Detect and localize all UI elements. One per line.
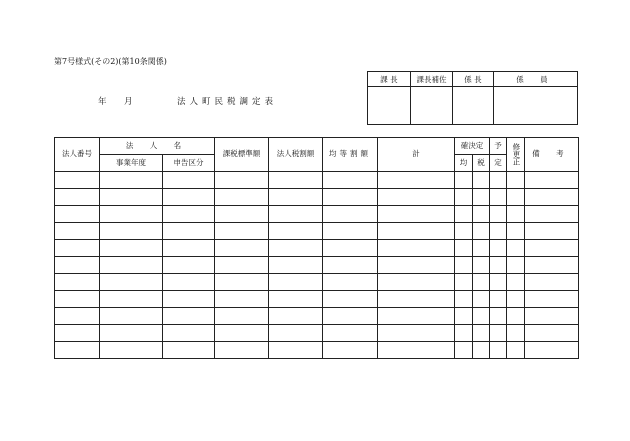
table-cell[interactable] xyxy=(490,172,507,189)
table-cell[interactable] xyxy=(490,189,507,206)
table-cell[interactable] xyxy=(473,240,490,257)
table-cell[interactable] xyxy=(163,223,215,240)
table-cell[interactable] xyxy=(215,223,269,240)
table-cell[interactable] xyxy=(378,206,455,223)
header-correction: 修更正 xyxy=(507,138,525,172)
table-cell[interactable] xyxy=(163,291,215,308)
table-cell[interactable] xyxy=(100,291,163,308)
table-cell[interactable] xyxy=(490,257,507,274)
table-cell[interactable] xyxy=(55,291,100,308)
table-cell[interactable] xyxy=(473,308,490,325)
table-cell[interactable] xyxy=(163,240,215,257)
table-row xyxy=(55,223,579,240)
table-cell[interactable] xyxy=(455,308,473,325)
table-cell[interactable] xyxy=(100,189,163,206)
table-cell[interactable] xyxy=(525,257,579,274)
approval-header-subsection-chief: 係 長 xyxy=(453,72,494,87)
approval-stamp-cell[interactable] xyxy=(494,87,578,125)
table-cell[interactable] xyxy=(455,325,473,342)
table-cell[interactable] xyxy=(323,291,378,308)
table-cell[interactable] xyxy=(269,206,323,223)
table-cell[interactable] xyxy=(55,172,100,189)
table-cell[interactable] xyxy=(100,172,163,189)
header-corp-name: 法 人 名 xyxy=(100,138,215,155)
table-cell[interactable] xyxy=(323,342,378,359)
table-cell[interactable] xyxy=(473,325,490,342)
table-cell[interactable] xyxy=(378,342,455,359)
table-cell[interactable] xyxy=(215,291,269,308)
table-cell[interactable] xyxy=(323,240,378,257)
header-estimate-top: 予 xyxy=(490,138,507,155)
table-cell[interactable] xyxy=(100,325,163,342)
document-title: 法人町民税調定表 xyxy=(177,97,278,107)
table-cell[interactable] xyxy=(163,325,215,342)
table-cell[interactable] xyxy=(55,206,100,223)
table-row xyxy=(55,257,579,274)
table-cell[interactable] xyxy=(507,257,525,274)
table-cell[interactable] xyxy=(455,172,473,189)
table-cell[interactable] xyxy=(507,206,525,223)
header-estimate-bottom: 定 xyxy=(490,155,507,172)
table-cell[interactable] xyxy=(490,308,507,325)
table-cell[interactable] xyxy=(55,342,100,359)
header-decision-tax: 税 xyxy=(473,155,490,172)
table-cell[interactable] xyxy=(55,240,100,257)
table-cell[interactable] xyxy=(269,257,323,274)
form-number-label: 第7号様式(その2)(第10条関係) xyxy=(54,57,167,66)
header-decision: 確決定 xyxy=(455,138,490,155)
table-cell[interactable] xyxy=(507,342,525,359)
table-cell[interactable] xyxy=(473,206,490,223)
table-cell[interactable] xyxy=(55,223,100,240)
table-cell[interactable] xyxy=(215,342,269,359)
table-cell[interactable] xyxy=(378,189,455,206)
header-decision-equal: 均 xyxy=(455,155,473,172)
table-cell[interactable] xyxy=(100,240,163,257)
table-cell[interactable] xyxy=(525,308,579,325)
table-cell[interactable] xyxy=(323,206,378,223)
table-cell[interactable] xyxy=(269,308,323,325)
table-cell[interactable] xyxy=(100,308,163,325)
table-cell[interactable] xyxy=(323,308,378,325)
table-cell[interactable] xyxy=(269,342,323,359)
table-cell[interactable] xyxy=(269,189,323,206)
table-cell[interactable] xyxy=(490,325,507,342)
table-cell[interactable] xyxy=(507,308,525,325)
date-year-label: 年 xyxy=(98,97,107,107)
table-cell[interactable] xyxy=(473,274,490,291)
table-cell[interactable] xyxy=(215,274,269,291)
table-cell[interactable] xyxy=(525,291,579,308)
table-cell[interactable] xyxy=(507,189,525,206)
table-cell[interactable] xyxy=(490,342,507,359)
table-cell[interactable] xyxy=(323,172,378,189)
table-cell[interactable] xyxy=(323,274,378,291)
table-cell[interactable] xyxy=(215,308,269,325)
table-cell[interactable] xyxy=(163,172,215,189)
table-cell[interactable] xyxy=(55,189,100,206)
header-fiscal-year: 事業年度 xyxy=(100,155,163,172)
table-cell[interactable] xyxy=(525,240,579,257)
table-cell[interactable] xyxy=(269,274,323,291)
table-cell[interactable] xyxy=(163,274,215,291)
header-remarks: 備 考 xyxy=(525,138,579,172)
table-cell[interactable] xyxy=(525,206,579,223)
header-filing-type: 申告区分 xyxy=(163,155,215,172)
table-cell[interactable] xyxy=(323,325,378,342)
levy-table-body xyxy=(55,172,579,359)
table-cell[interactable] xyxy=(490,274,507,291)
table-cell[interactable] xyxy=(507,172,525,189)
table-cell[interactable] xyxy=(490,223,507,240)
table-cell[interactable] xyxy=(455,274,473,291)
table-cell[interactable] xyxy=(490,206,507,223)
table-cell[interactable] xyxy=(378,257,455,274)
table-cell[interactable] xyxy=(215,206,269,223)
table-row xyxy=(55,308,579,325)
table-cell[interactable] xyxy=(455,257,473,274)
table-cell[interactable] xyxy=(269,291,323,308)
approval-header-deputy-chief: 課長補佐 xyxy=(411,72,453,87)
table-row xyxy=(55,291,579,308)
table-cell[interactable] xyxy=(525,325,579,342)
table-cell[interactable] xyxy=(378,240,455,257)
table-cell[interactable] xyxy=(163,308,215,325)
table-cell[interactable] xyxy=(100,257,163,274)
table-cell[interactable] xyxy=(323,257,378,274)
table-cell[interactable] xyxy=(378,291,455,308)
table-cell[interactable] xyxy=(269,223,323,240)
header-corp-tax-levy: 法人税割額 xyxy=(269,138,323,172)
table-cell[interactable] xyxy=(269,240,323,257)
table-cell[interactable] xyxy=(269,325,323,342)
table-cell[interactable] xyxy=(507,274,525,291)
table-cell[interactable] xyxy=(473,172,490,189)
table-cell[interactable] xyxy=(100,342,163,359)
table-cell[interactable] xyxy=(525,342,579,359)
table-row xyxy=(55,172,579,189)
table-cell[interactable] xyxy=(55,257,100,274)
table-row xyxy=(55,325,579,342)
header-corp-number: 法人番号 xyxy=(55,138,100,172)
table-cell[interactable] xyxy=(525,172,579,189)
table-cell[interactable] xyxy=(525,189,579,206)
table-cell[interactable] xyxy=(455,206,473,223)
table-cell[interactable] xyxy=(473,257,490,274)
table-cell[interactable] xyxy=(163,206,215,223)
table-cell[interactable] xyxy=(163,342,215,359)
table-cell[interactable] xyxy=(55,325,100,342)
table-cell[interactable] xyxy=(473,342,490,359)
approval-stamp-cell[interactable] xyxy=(453,87,494,125)
table-cell[interactable] xyxy=(455,342,473,359)
table-cell[interactable] xyxy=(455,240,473,257)
table-row xyxy=(55,274,579,291)
approval-header-section-chief: 課 長 xyxy=(368,72,411,87)
approval-stamp-cell[interactable] xyxy=(411,87,453,125)
table-cell[interactable] xyxy=(55,274,100,291)
table-cell[interactable] xyxy=(455,189,473,206)
table-cell[interactable] xyxy=(455,223,473,240)
table-cell[interactable] xyxy=(473,291,490,308)
header-total: 計 xyxy=(378,138,455,172)
table-cell[interactable] xyxy=(55,308,100,325)
table-cell[interactable] xyxy=(163,189,215,206)
header-equal-levy: 均等割額 xyxy=(323,138,378,172)
table-cell[interactable] xyxy=(525,274,579,291)
table-cell[interactable] xyxy=(507,325,525,342)
table-row xyxy=(55,206,579,223)
approval-header-staff: 係 員 xyxy=(494,72,578,87)
approval-stamp-table xyxy=(367,71,578,125)
table-cell[interactable] xyxy=(507,240,525,257)
table-cell[interactable] xyxy=(215,189,269,206)
table-cell[interactable] xyxy=(525,223,579,240)
table-row xyxy=(55,189,579,206)
table-cell[interactable] xyxy=(473,189,490,206)
table-cell[interactable] xyxy=(323,223,378,240)
table-cell[interactable] xyxy=(507,291,525,308)
table-row xyxy=(55,342,579,359)
table-row xyxy=(55,240,579,257)
table-cell[interactable] xyxy=(378,172,455,189)
levy-table xyxy=(54,137,579,359)
table-cell[interactable] xyxy=(490,240,507,257)
header-tax-base: 課税標準額 xyxy=(215,138,269,172)
table-cell[interactable] xyxy=(378,274,455,291)
table-cell[interactable] xyxy=(269,172,323,189)
table-cell[interactable] xyxy=(215,325,269,342)
table-cell[interactable] xyxy=(215,172,269,189)
date-month-label: 月 xyxy=(124,97,133,107)
table-cell[interactable] xyxy=(323,189,378,206)
table-cell[interactable] xyxy=(215,257,269,274)
table-cell[interactable] xyxy=(100,223,163,240)
table-cell[interactable] xyxy=(378,325,455,342)
table-cell[interactable] xyxy=(378,223,455,240)
table-cell[interactable] xyxy=(100,206,163,223)
table-cell[interactable] xyxy=(378,308,455,325)
approval-stamp-cell[interactable] xyxy=(368,87,411,125)
table-cell[interactable] xyxy=(163,257,215,274)
table-cell[interactable] xyxy=(490,291,507,308)
table-cell[interactable] xyxy=(215,240,269,257)
table-cell[interactable] xyxy=(507,223,525,240)
table-cell[interactable] xyxy=(455,291,473,308)
table-cell[interactable] xyxy=(100,274,163,291)
table-cell[interactable] xyxy=(473,223,490,240)
